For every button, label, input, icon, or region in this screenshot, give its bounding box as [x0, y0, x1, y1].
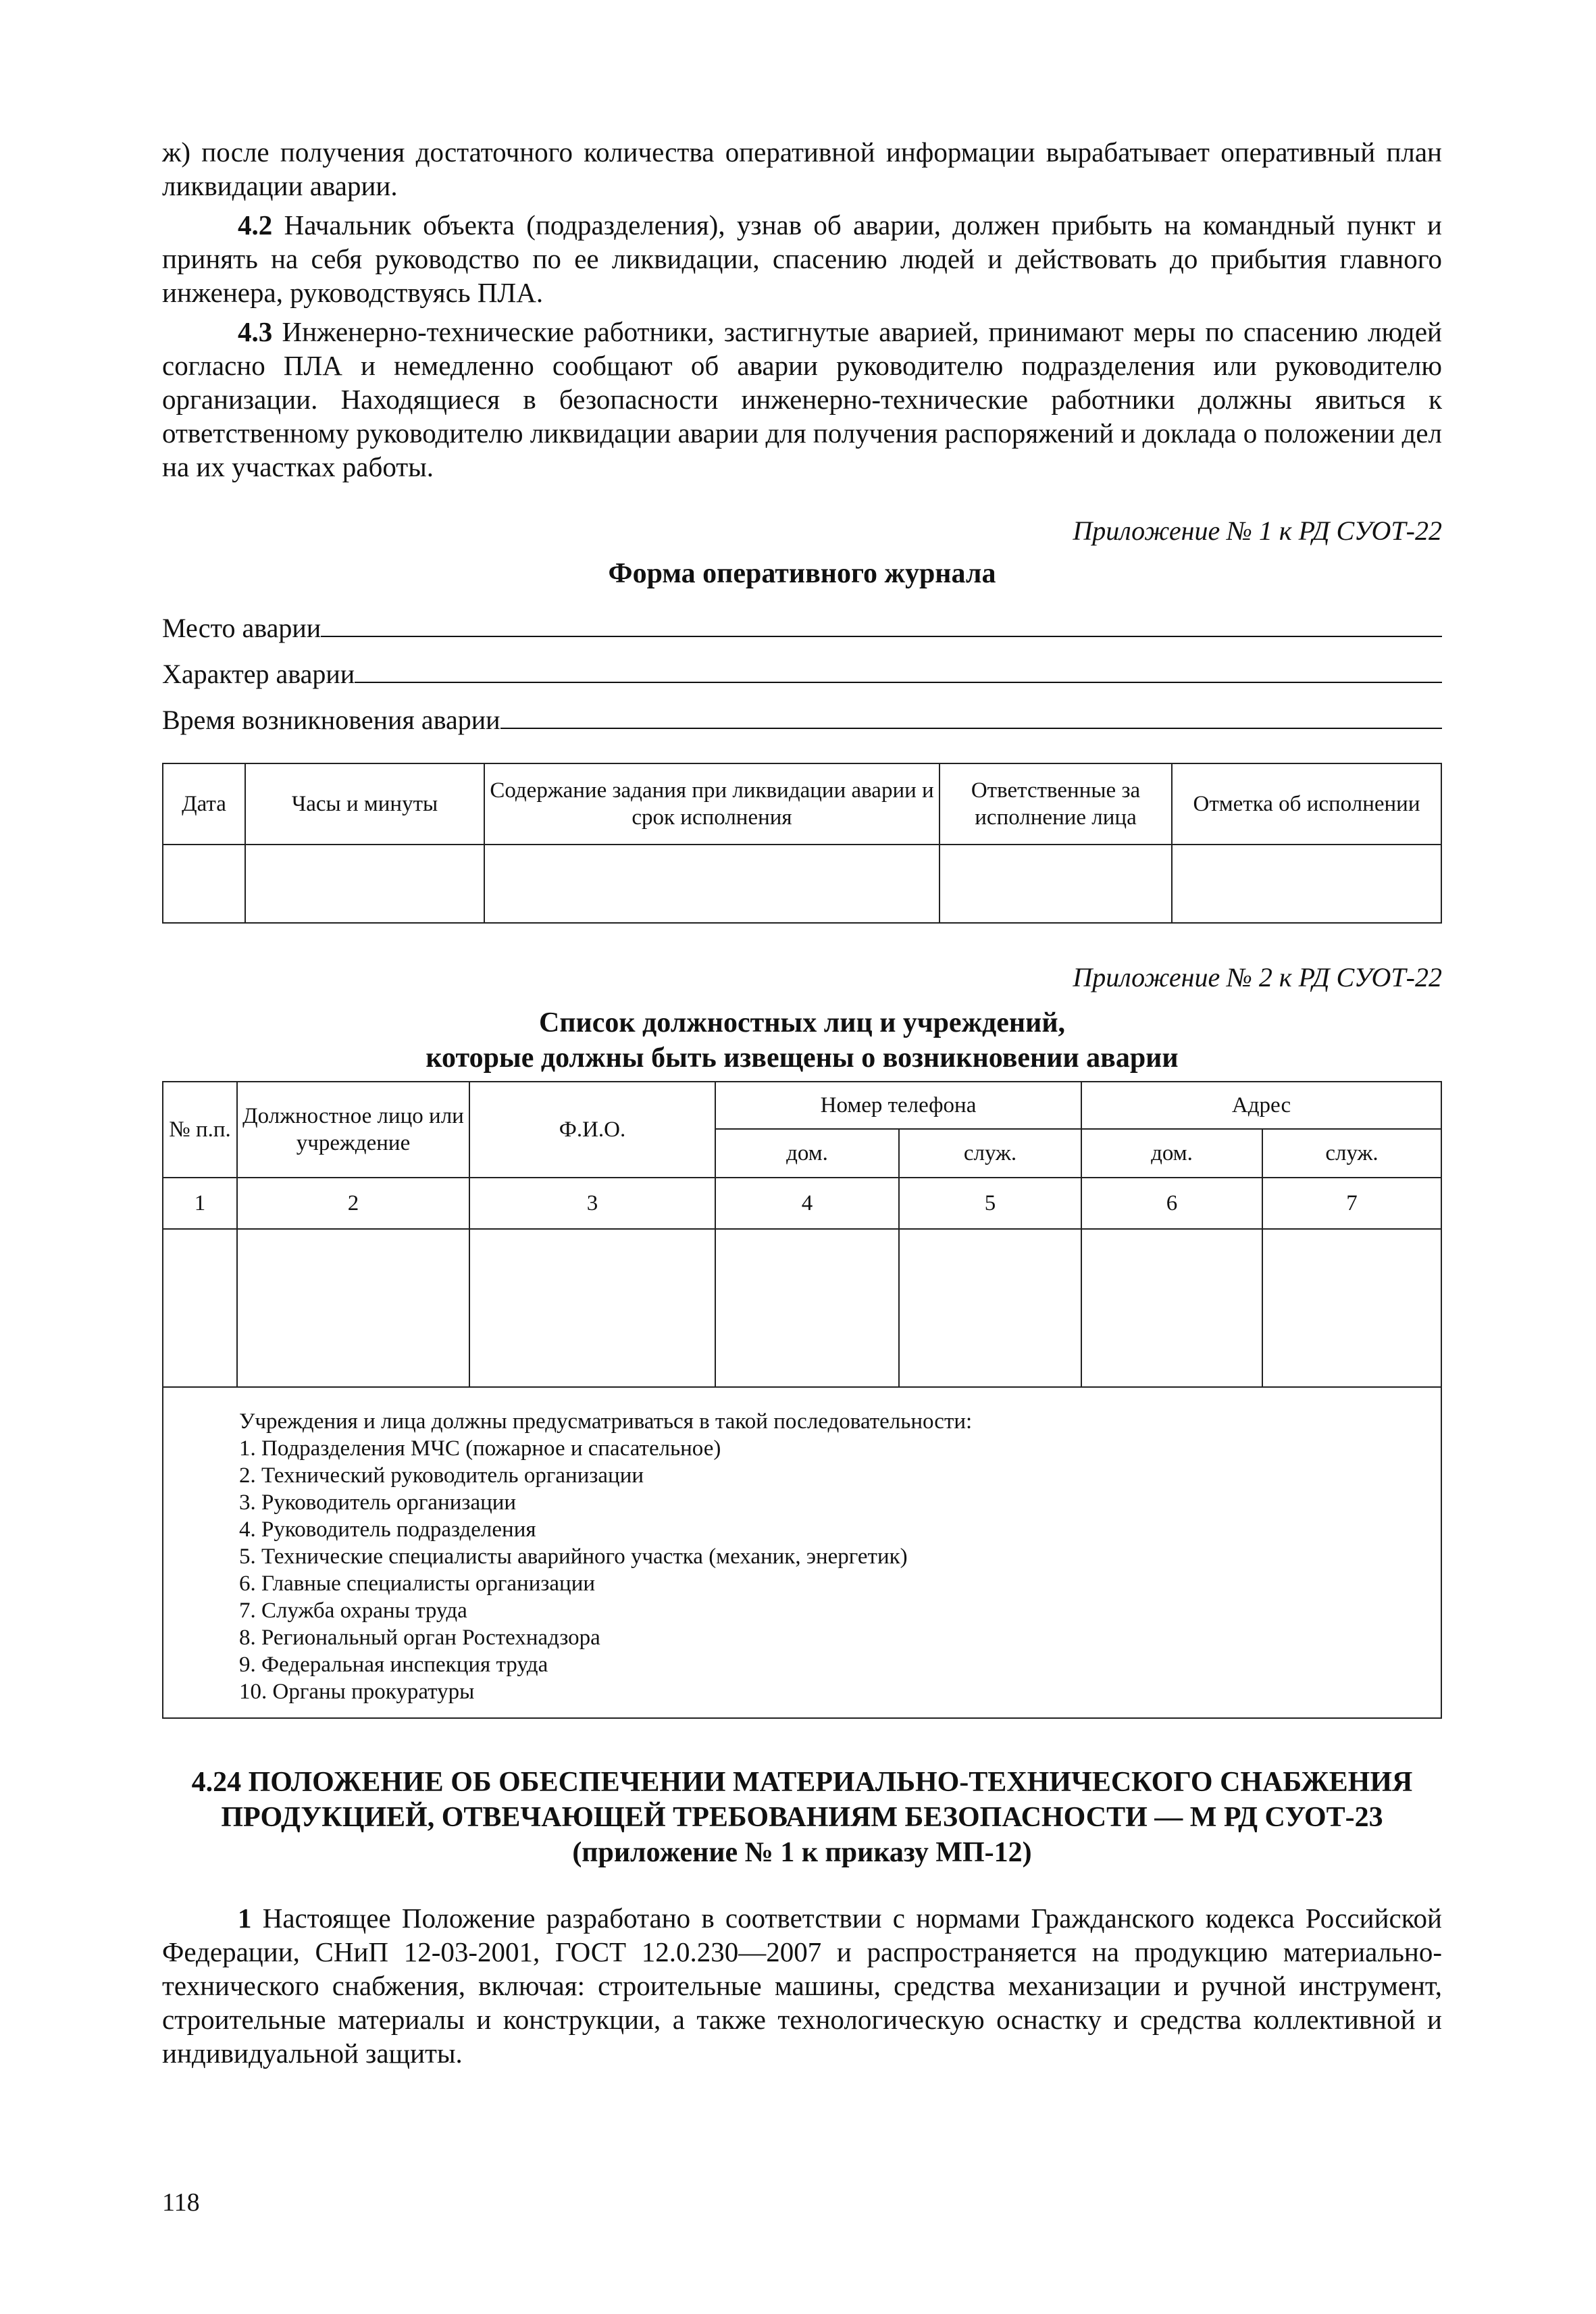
fill-line	[500, 727, 1442, 729]
cell	[163, 845, 245, 923]
field-location	[162, 598, 1442, 644]
operational-journal-table	[162, 763, 1442, 924]
clause-text: Начальник объекта (подразделения), узнав об аварии, должен прибыть на командный пункт и принять на себя руководство по ее ликвидации, спасению людей и действовать до прибытия главного инженера, руководствуясь ПЛА.	[162, 209, 1442, 308]
list-item: 6. Главные специалисты организации	[239, 1571, 596, 1596]
sequence-note	[163, 1387, 1441, 1718]
appendix-2-label: Приложение № 2 к РД СУОТ-22	[1073, 962, 1442, 992]
cell	[1262, 1229, 1441, 1387]
cell	[939, 845, 1172, 923]
paragraph-zh: ж) после получения достаточного количества оперативной информации вырабатывает оперативный план ликвидации аварии.	[162, 136, 1442, 201]
cell	[484, 845, 939, 923]
section-heading-line1: 4.24 ПОЛОЖЕНИЕ ОБ ОБЕСПЕЧЕНИИ МАТЕРИАЛЬНО-ТЕХНИЧЕСКОГО СНАБЖЕНИЯ	[191, 1767, 1413, 1798]
col-phone-home: дом.	[715, 1129, 899, 1178]
column-number: 4	[715, 1178, 899, 1229]
section-heading-line3: (приложение № 1 к приказу МП-12)	[572, 1837, 1032, 1868]
col-fio: Ф.И.О.	[469, 1082, 715, 1178]
document-page	[162, 135, 1442, 2070]
section-heading	[162, 1765, 1442, 1870]
clause-number: 4.2	[238, 209, 273, 241]
appendix-1-label: Приложение № 1 к РД СУОТ-22	[1073, 515, 1442, 546]
table-row	[163, 845, 1441, 923]
col-responsible: Ответственные за исполнение лица	[939, 763, 1172, 845]
paragraph-4-3	[162, 315, 1442, 484]
sequence-note-row	[163, 1387, 1441, 1718]
appendix-2-title-line2: которые должны быть извещены о возникновении аварии	[426, 1042, 1179, 1074]
column-number-row	[163, 1178, 1441, 1229]
column-number: 2	[237, 1178, 469, 1229]
cell	[1081, 1229, 1262, 1387]
field-character	[162, 644, 1442, 690]
col-mark: Отметка об исполнении	[1172, 763, 1441, 845]
col-official: Должностное лицо или учреждение	[237, 1082, 469, 1178]
col-address: Адрес	[1081, 1082, 1441, 1129]
cell	[715, 1229, 899, 1387]
appendix-1-title: Форма оперативного журнала	[608, 558, 996, 589]
list-item: 10. Органы прокуратуры	[239, 1680, 475, 1704]
cell	[469, 1229, 715, 1387]
column-number: 5	[899, 1178, 1081, 1229]
paragraph-1	[162, 1901, 1442, 2070]
paragraph-4-2	[162, 208, 1442, 309]
col-address-home: дом.	[1081, 1129, 1262, 1178]
cell	[899, 1229, 1081, 1387]
column-number: 3	[469, 1178, 715, 1229]
field-label: Место аварии	[162, 613, 321, 643]
clause-text: Настоящее Положение разработано в соответствии с нормами Гражданского кодекса Российской Федерации, СНиП 12-03-2001, ГОСТ 12.0.230—2007 и распространяется на продукцию материально-технического снабжения, включая: строительные машины, средства механизации и ручной инструмент, строительные материалы и конструкции, а также технологическую оснастку и средства коллективной и индивидуальной защиты.	[162, 1903, 1442, 2069]
section-heading-line2: ПРОДУКЦИЕЙ, ОТВЕЧАЮЩЕЙ ТРЕБОВАНИЯМ БЕЗОПАСНОСТИ — М РД СУОТ-23	[221, 1802, 1383, 1833]
sequence-intro: Учреждения и лица должны предусматриваться в такой последовательности:	[239, 1409, 973, 1434]
list-item: 9. Федеральная инспекция труда	[239, 1653, 548, 1677]
fill-line	[321, 635, 1442, 637]
col-date: Дата	[163, 763, 245, 845]
clause-number: 4.3	[238, 316, 273, 347]
list-item: 4. Руководитель подразделения	[239, 1517, 536, 1542]
clause-text: Инженерно-технические работники, застигнутые аварией, принимают меры по спасению людей согласно ПЛА и немедленно сообщают об аварии руководителю подразделения или руководителю организации. Находящиеся в безопасности инженерно-технические работники должны явиться к ответственному руководителю ликвидации аварии для получения распоряжений и доклада о положении дел на их участках работы.	[162, 316, 1442, 482]
field-label: Время возникновения аварии	[162, 705, 500, 735]
list-item: 1. Подразделения МЧС (пожарное и спасательное)	[239, 1436, 721, 1461]
cell	[245, 845, 484, 923]
column-number: 6	[1081, 1178, 1262, 1229]
list-item: 7. Служба охраны труда	[239, 1599, 467, 1623]
field-label: Характер аварии	[162, 659, 355, 689]
col-no: № п.п.	[163, 1082, 237, 1178]
col-task: Содержание задания при ликвидации аварии и срок исполнения	[484, 763, 939, 845]
list-item: 8. Региональный орган Ростехнадзора	[239, 1626, 600, 1650]
field-time	[162, 690, 1442, 736]
incident-fields	[162, 598, 1442, 736]
list-item: 2. Технический руководитель организации	[239, 1463, 644, 1488]
table-row	[163, 1229, 1441, 1387]
col-address-work: служ.	[1262, 1129, 1441, 1178]
table-header-row	[163, 1082, 1441, 1129]
fill-line	[355, 681, 1442, 683]
col-time: Часы и минуты	[245, 763, 484, 845]
notification-table	[162, 1081, 1442, 1719]
col-phone: Номер телефона	[715, 1082, 1081, 1129]
page-number: 118	[162, 2188, 200, 2217]
list-item: 5. Технические специалисты аварийного участка (механик, энергетик)	[239, 1544, 908, 1569]
clause-number: 1	[238, 1903, 252, 1934]
col-phone-work: служ.	[899, 1129, 1081, 1178]
cell	[163, 1229, 237, 1387]
table-header-row	[163, 763, 1441, 845]
cell	[237, 1229, 469, 1387]
cell	[1172, 845, 1441, 923]
column-number: 7	[1262, 1178, 1441, 1229]
appendix-2-title-line1: Список должностных лиц и учреждений,	[538, 1007, 1066, 1038]
list-item: 3. Руководитель организации	[239, 1490, 517, 1515]
column-number: 1	[163, 1178, 237, 1229]
